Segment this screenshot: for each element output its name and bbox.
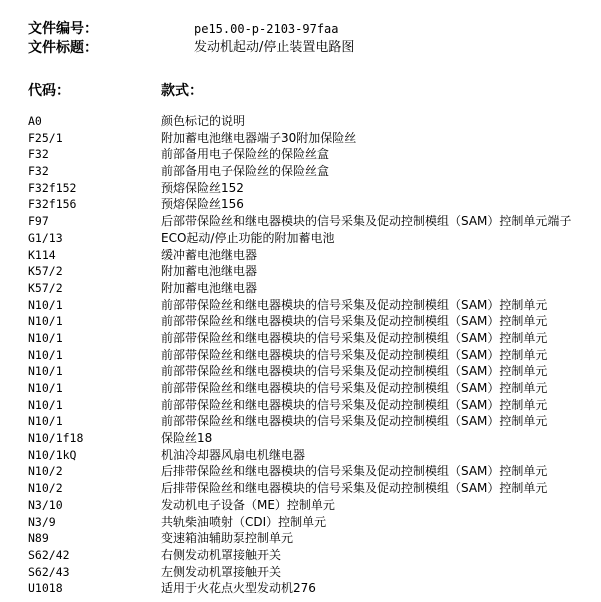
row-code: A0 bbox=[28, 114, 42, 128]
table-row bbox=[28, 580, 601, 597]
row-code: K57/2 bbox=[28, 280, 63, 295]
row-description: 前部带保险丝和继电器模块的信号采集及促动控制模组（SAM）控制单元 bbox=[161, 347, 548, 362]
row-description: 变速箱油辅助泵控制单元 bbox=[161, 531, 294, 546]
row-code: N10/1kQ bbox=[28, 447, 77, 462]
table-row bbox=[28, 463, 601, 480]
doc-title-row bbox=[28, 39, 588, 57]
table-row bbox=[28, 514, 601, 531]
table-row bbox=[28, 196, 601, 213]
code-column-header: 代码： bbox=[28, 83, 70, 99]
table-row bbox=[28, 313, 601, 330]
row-code: F32f152 bbox=[28, 180, 77, 195]
table-row bbox=[28, 297, 601, 314]
doc-number-row bbox=[28, 20, 588, 38]
table-row bbox=[28, 213, 601, 230]
row-code: N3/9 bbox=[28, 514, 56, 529]
row-code: G1/13 bbox=[28, 230, 63, 245]
row-code: N10/1f18 bbox=[28, 431, 84, 446]
row-description: 机油冷却器风扇电机继电器 bbox=[161, 447, 306, 462]
row-description: 共轨柴油喷射（CDI）控制单元 bbox=[161, 514, 327, 529]
table-row bbox=[28, 530, 601, 547]
row-code: N10/1 bbox=[28, 297, 63, 312]
table-row bbox=[28, 247, 601, 264]
table-row bbox=[28, 430, 601, 447]
table-row bbox=[28, 130, 601, 147]
row-description: 保险丝18 bbox=[161, 431, 213, 446]
row-code: F25/1 bbox=[28, 130, 63, 145]
table-row bbox=[28, 497, 601, 514]
row-description: 前部带保险丝和继电器模块的信号采集及促动控制模组（SAM）控制单元 bbox=[161, 330, 548, 345]
row-code: F97 bbox=[28, 214, 49, 229]
table-row bbox=[28, 564, 601, 581]
table-row bbox=[28, 330, 601, 347]
row-description: 预熔保险丝152 bbox=[161, 180, 244, 195]
row-description: 前部带保险丝和继电器模块的信号采集及促动控制模组（SAM）控制单元 bbox=[161, 314, 548, 329]
row-description: 缓冲蓄电池继电器 bbox=[161, 247, 258, 262]
table-row bbox=[28, 163, 601, 180]
row-code: N89 bbox=[28, 531, 49, 546]
doc-title-value: 发动机起动/停止装置电路图 bbox=[194, 40, 355, 55]
row-code: N10/1 bbox=[28, 397, 63, 412]
table-row bbox=[28, 380, 601, 397]
row-description: 前部备用电子保险丝的保险丝盒 bbox=[161, 147, 330, 162]
table-row bbox=[28, 146, 601, 163]
row-code: N10/2 bbox=[28, 464, 63, 479]
table-row bbox=[28, 413, 601, 430]
row-code: N10/1 bbox=[28, 314, 63, 329]
table-row bbox=[28, 547, 601, 564]
table-row bbox=[28, 180, 601, 197]
row-description: 前部带保险丝和继电器模块的信号采集及促动控制模组（SAM）控制单元 bbox=[161, 381, 548, 395]
row-code: U1018 bbox=[28, 581, 63, 596]
row-code: F32f156 bbox=[28, 197, 77, 212]
row-description: 前部带保险丝和继电器模块的信号采集及促动控制模组（SAM）控制单元 bbox=[161, 297, 548, 312]
row-description: 后排带保险丝和继电器模块的信号采集及促动控制模组（SAM）控制单元 bbox=[161, 481, 548, 496]
row-code: S62/42 bbox=[28, 547, 70, 562]
row-description: 前部带保险丝和继电器模块的信号采集及促动控制模组（SAM）控制单元 bbox=[161, 364, 548, 379]
table-row bbox=[28, 113, 601, 130]
row-description: 前部带保险丝和继电器模块的信号采集及促动控制模组（SAM）控制单元 bbox=[161, 397, 548, 412]
row-description: 前部备用电子保险丝的保险丝盒 bbox=[161, 164, 330, 179]
row-description: 左侧发动机罩接触开关 bbox=[161, 564, 282, 579]
row-description: 适用于火花点火型发动机276 bbox=[161, 581, 316, 596]
table-row bbox=[28, 230, 601, 247]
row-code: F32 bbox=[28, 164, 49, 179]
row-description: 后部带保险丝和继电器模块的信号采集及促动控制模组（SAM）控制单元端子 bbox=[161, 214, 572, 229]
row-code: S62/43 bbox=[28, 564, 70, 579]
row-description: 发动机电子设备（ME）控制单元 bbox=[161, 497, 335, 512]
row-description: 颜色标记的说明 bbox=[161, 114, 246, 128]
row-code: N10/1 bbox=[28, 414, 63, 429]
row-code: K114 bbox=[28, 247, 56, 262]
row-description: 前部带保险丝和继电器模块的信号采集及促动控制模组（SAM）控制单元 bbox=[161, 414, 548, 429]
table-row bbox=[28, 397, 601, 414]
table-row bbox=[28, 263, 601, 280]
row-description: 右侧发动机罩接触开关 bbox=[161, 547, 282, 562]
code-list bbox=[28, 113, 601, 597]
row-code: F32 bbox=[28, 147, 49, 162]
row-description: 预熔保险丝156 bbox=[161, 197, 244, 212]
row-description: 后排带保险丝和继电器模块的信号采集及促动控制模组（SAM）控制单元 bbox=[161, 464, 548, 479]
row-description: ECO起动/停止功能的附加蓄电池 bbox=[161, 230, 335, 245]
row-code: N10/2 bbox=[28, 481, 63, 496]
row-code: N10/1 bbox=[28, 347, 63, 362]
row-description: 附加蓄电池继电器 bbox=[161, 280, 258, 295]
table-row bbox=[28, 363, 601, 380]
row-code: N10/1 bbox=[28, 381, 63, 395]
table-row bbox=[28, 280, 601, 297]
table-row bbox=[28, 447, 601, 464]
row-description: 附加蓄电池继电器 bbox=[161, 264, 258, 279]
model-column-header: 款式： bbox=[161, 83, 203, 99]
doc-number-label: 文件编号： bbox=[28, 21, 98, 37]
row-code: K57/2 bbox=[28, 264, 63, 279]
table-row bbox=[28, 480, 601, 497]
row-code: N10/1 bbox=[28, 330, 63, 345]
doc-title-label: 文件标题： bbox=[28, 40, 98, 56]
row-code: N3/10 bbox=[28, 497, 63, 512]
row-description: 附加蓄电池继电器端子30附加保险丝 bbox=[161, 130, 357, 145]
doc-number-value: pe15.00-p-2103-97faa bbox=[194, 22, 339, 36]
table-row bbox=[28, 347, 601, 364]
row-code: N10/1 bbox=[28, 364, 63, 379]
